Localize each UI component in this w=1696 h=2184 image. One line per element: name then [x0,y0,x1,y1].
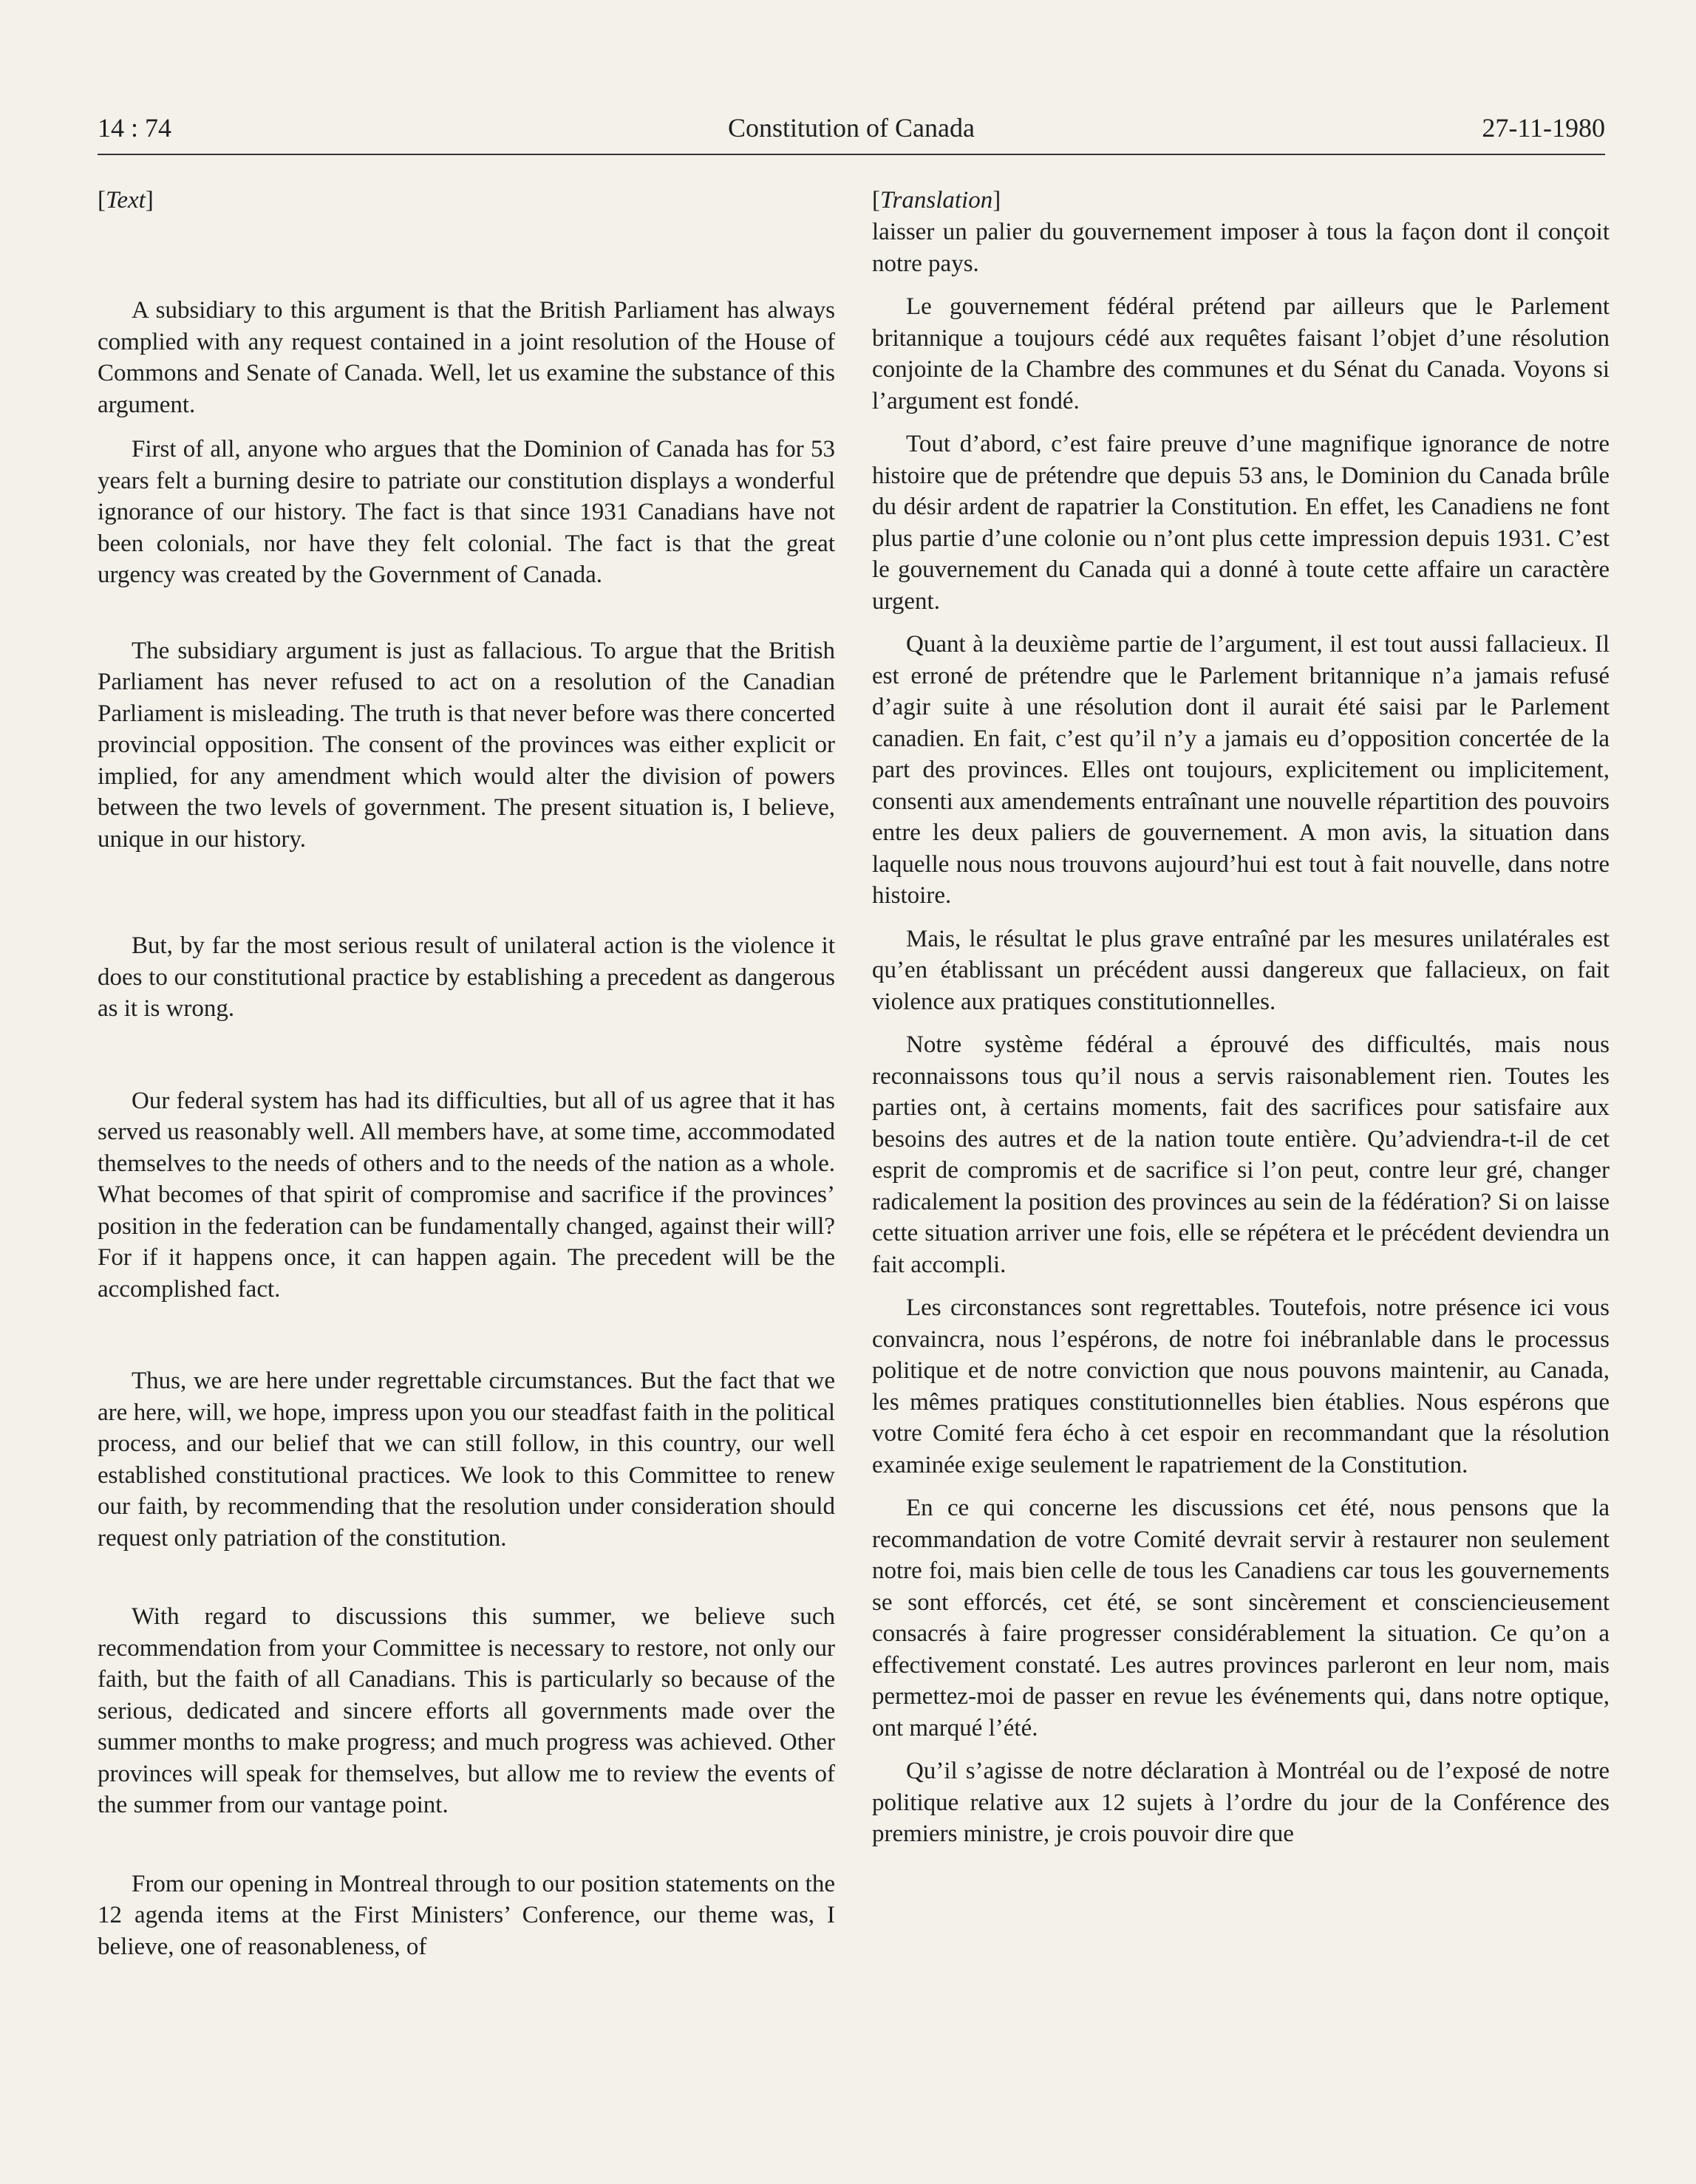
english-column [98,185,835,1962]
paragraph: Quant à la deuxième partie de l’argument, il est tout aussi fallacieux. Il est erroné de prétendre que le Parlement britannique n’a jamais refusé d’agir suite à une résolution dont il aurait été saisi par le Parlement canadien. En fait, c’est qu’il n’y a jamais eu d’opposition concertée de la part des provinces. Elles ont toujours, explicitement ou implicitement, consenti aux amendements entraînant une nouvelle répartition des pouvoirs entre les deux paliers de gouvernement. A mon avis, la situation dans laquelle nous nous trouvons aujourd’hui est tout à fait nouvelle, dans notre histoire. [872,631,1610,909]
paragraph: Thus, we are here under regrettable circumstances. But the fact that we are here, will, we hope, impress upon you our steadfast faith in the political process, and our belief that we can still follow, in this country, our well established constitutional practices. We look to this Committee to renew our faith, by recommending that the resolution under consideration should request only patriation of the constitution. [98,1368,835,1552]
paragraph: Qu’il s’agisse de notre déclaration à Montréal ou de l’exposé de notre politique relative aux 12 sujets à l’ordre du jour de la Conférence des premiers ministre, je crois pouvoir dire que [872,1758,1610,1847]
paragraph: Mais, le résultat le plus grave entraîné par les mesures unilatérales est qu’en établissant un précédent aussi dangereux que fallacieux, on fait violence aux pratiques constitutionnelles. [872,925,1610,1015]
paragraph: Our federal system has had its difficulties, but all of us agree that it has served us reasonably well. All members have, at some time, accommodated themselves to the needs of others and to the needs of the nation as a whole. What becomes of that spirit of compromise and sacrifice if the provinces’ position in the federation can be fundamentally changed, against their will? For if it happens once, it can happen again. The precedent will be the accomplished fact. [98,1087,835,1303]
column-label-translation: [Translation] [872,187,1001,214]
paragraph: Les circonstances sont regrettables. Toutefois, notre présence ici vous convaincra, nous l’espérons, de notre foi inébranlable dans le processus politique et de notre conviction que nous pouvons maintenir, au Canada, les mêmes pratiques constitutionnelles bien établies. Nous espérons que votre Comité fera écho à cet espoir en recommandant que la résolution examinée exige seulement le rapatriement de la Constitution. [872,1294,1610,1478]
column-label-text: [Text] [98,187,154,214]
paragraph: First of all, anyone who argues that the Dominion of Canada has for 53 years felt a burning desire to patriate our constitution displays a wonderful ignorance of our history. The fact is that since 1931 Canadians have not been colonials, nor have they felt colonial. The fact is that the great urgency was created by the Government of Canada. [98,436,835,588]
page-date: 27-11-1980 [1482,113,1605,143]
page-number: 14 : 74 [98,113,172,143]
running-title: Constitution of Canada [728,113,975,143]
paragraph: With regard to discussions this summer, we believe such recommendation from your Committee is necessary to restore, not only our faith, but the faith of all Canadians. This is particularly so because of the serious, dedicated and sincere efforts all governments made over the summer months to make progress; and much progress was achieved. Other provinces will speak for themselves, but allow me to review the events of the summer from our vantage point. [98,1603,835,1818]
paragraph: Tout d’abord, c’est faire preuve d’une magnifique ignorance de notre histoire que de prétendre que depuis 53 ans, le Dominion du Canada brûle du désir ardent de rapatrier la Constitution. En effet, les Canadiens ne font plus partie d’une colonie ou n’ont plus cette impression depuis 1931. C’est le gouvernement du Canada qui a donné à toute cette affaire un caractère urgent. [872,431,1610,615]
french-column [872,185,1610,1850]
paragraph: From our opening in Montreal through to our position statements on the 12 agenda items at the First Ministers’ Conference, our theme was, I believe, one of reasonableness, of [98,1870,835,1960]
paragraph: But, by far the most serious result of unilateral action is the violence it does to our constitutional practice by establishing a precedent as dangerous as it is wrong. [98,932,835,1022]
paragraph: The subsidiary argument is just as fallacious. To argue that the British Parliament has never refused to act on a resolution of the Canadian Parliament is misleading. The truth is that never before was there concerted provincial opposition. The consent of the provinces was either explicit or implied, for any amendment which would alter the division of powers between the two levels of government. The present situation is, I believe, unique in our history. [98,637,835,853]
paragraph: Notre système fédéral a éprouvé des difficultés, mais nous reconnaissons tous qu’il nous a servis raisonablement rien. Toutes les parties ont, à certains moments, fait des sacrifices pour satisfaire aux besoins des autres et de la nation toute entière. Qu’adviendra-t-il de cet esprit de compromis et de sacrifice si l’on peut, contre leur gré, changer radicalement la position des provinces au sein de la fédération? Si on laisse cette situation arriver une fois, elle se répétera et le précédent deviendra un fait accompli. [872,1031,1610,1278]
paragraph: En ce qui concerne les discussions cet été, nous pensons que la recommandation de votre Comité devrait servir à restaurer non seulement notre foi, mais bien celle de tous les Canadiens car tous les gouvernements se sont efforcés, cet été, se sont sincèrement et consciencieusement consacrés à faire progresser considérablement la situation. Ce qu’on a effectivement constaté. Les autres provinces parleront en leur nom, mais permettez-moi de passer en revue les événements qui, dans notre optique, ont marqué l’été. [872,1495,1610,1741]
paragraph: Le gouvernement fédéral prétend par ailleurs que le Parlement britannique a toujours cédé aux requêtes faisant l’objet d’une résolution conjointe de la Chambre des communes et du Sénat du Canada. Voyons si l’argument est fondé. [872,293,1610,414]
paragraph: A subsidiary to this argument is that the British Parliament has always complied with any request contained in a joint resolution of the House of Commons and Senate of Canada. Well, let us examine the substance of this argument. [98,297,835,418]
page-header [98,109,1605,155]
paragraph-continuation: laisser un palier du gouvernement imposer à tous la façon dont il conçoit notre pays. [872,219,1610,277]
